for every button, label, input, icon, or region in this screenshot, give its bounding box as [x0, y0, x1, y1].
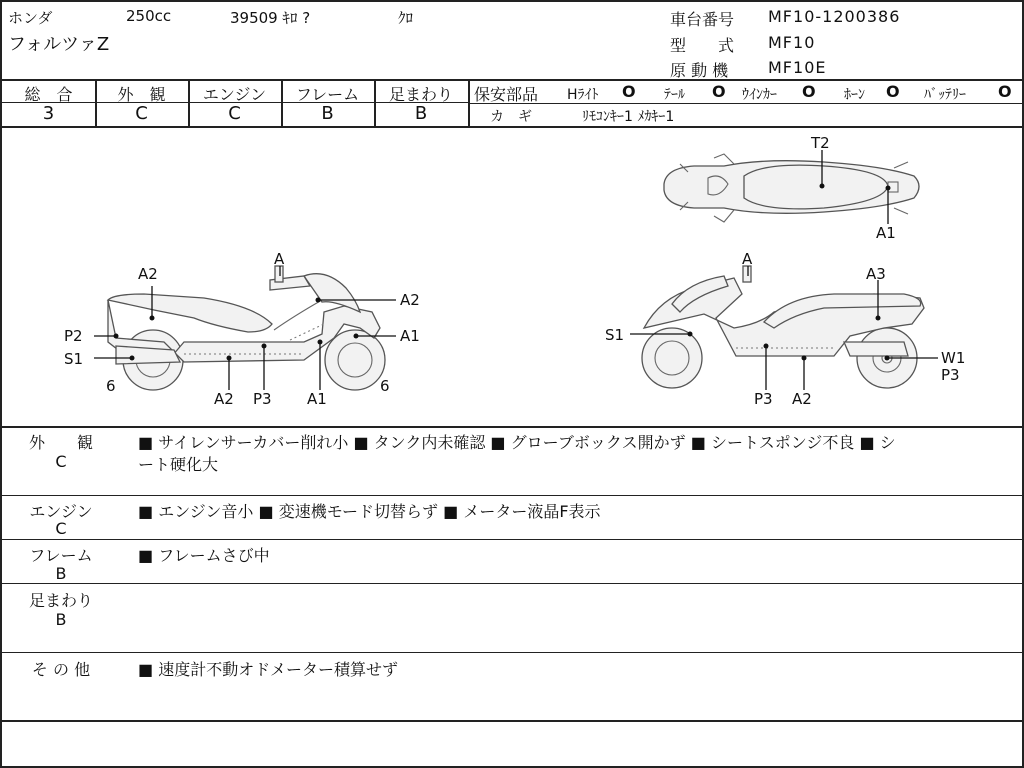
note-suspension-grade: B [55, 610, 67, 629]
note-exterior-grade: C [55, 452, 67, 471]
key-value: ﾘﾓｺﾝｷｰ1 ﾒｶｷｰ1 [582, 109, 675, 125]
engine-value: MF10E [768, 58, 827, 77]
safety-headlight-mark: O [622, 82, 636, 101]
divider [2, 495, 1022, 496]
scooter-left-side [108, 266, 385, 390]
engine-label: 原 動 機 [670, 61, 729, 80]
right-label-w1: W1 [941, 349, 966, 367]
note-exterior-text: ■ サイレンサーカバー削れ小 ■ タンク内未確認 ■ グローブボックス開かず ■ シートスポンジ不良 ■ シ [138, 433, 896, 452]
body-color: ｸﾛ [398, 9, 414, 27]
grade-overall-value: 3 [42, 103, 55, 124]
divider [2, 426, 1022, 428]
type-label: 型 式 [670, 36, 735, 55]
right-label-a: A [742, 250, 753, 268]
left-label-6-rear: 6 [106, 377, 116, 395]
grade-exterior-label: 外 観 [117, 85, 166, 104]
damage-diagram [4, 128, 1024, 426]
right-label-a2-bottom: A2 [792, 390, 812, 408]
scooter-top-view [664, 154, 919, 222]
divider [2, 583, 1022, 584]
safety-horn-label: ﾎｰﾝ [844, 87, 865, 103]
safety-headlight-label: Hﾗｲﾄ [567, 87, 599, 103]
safety-title: 保安部品 [474, 85, 539, 104]
right-label-p3-right: P3 [941, 366, 960, 384]
note-exterior-label: 外 観 [28, 433, 93, 452]
note-frame-grade: B [55, 564, 67, 583]
grade-exterior-value: C [135, 103, 148, 124]
note-engine-grade: C [55, 519, 67, 538]
right-label-a3: A3 [866, 265, 886, 283]
frame-no-label: 車台番号 [670, 10, 735, 29]
left-label-6-front: 6 [380, 377, 390, 395]
safety-tail-label: ﾃｰﾙ [664, 87, 685, 103]
left-label-a1-bottom: A1 [307, 390, 327, 408]
left-label-a1-right: A1 [400, 327, 420, 345]
grade-overall-label: 総 合 [24, 85, 73, 104]
top-label-t2: T2 [811, 134, 830, 152]
safety-horn-mark: O [886, 82, 900, 101]
grade-engine-value: C [228, 103, 241, 124]
model-name: フォルツァZ [8, 34, 110, 55]
note-other-label: そ の 他 [31, 660, 91, 679]
type-value: MF10 [768, 33, 816, 52]
safety-battery-label: ﾊﾞｯﾃﾘｰ [924, 87, 966, 103]
note-other-text: ■ 速度計不動オドメーター積算せず [138, 660, 399, 679]
grade-frame-value: B [321, 103, 334, 124]
left-label-s1: S1 [64, 350, 84, 368]
divider [2, 720, 1022, 722]
right-label-p3-bottom: P3 [754, 390, 773, 408]
right-label-s1: S1 [605, 326, 625, 344]
left-label-p3: P3 [253, 390, 272, 408]
left-label-a: A [274, 250, 285, 268]
top-label-a1: A1 [876, 224, 896, 242]
grade-engine-label: エンジン [202, 85, 267, 104]
note-frame-label: フレーム [29, 546, 93, 565]
key-label: カ ギ [490, 109, 532, 125]
maker-name: ホンダ [8, 9, 53, 27]
grade-frame-label: フレーム [295, 85, 360, 104]
left-label-a2-right: A2 [400, 291, 420, 309]
safety-winker-mark: O [802, 82, 816, 101]
frame-no-value: MF10-1200386 [768, 7, 901, 26]
left-label-p2: P2 [64, 327, 83, 345]
grade-suspension-label: 足まわり [388, 85, 453, 104]
divider [2, 652, 1022, 653]
displacement: 250cc [126, 7, 172, 25]
left-label-a2-top: A2 [138, 265, 158, 283]
safety-battery-mark: O [998, 82, 1012, 101]
left-label-a2-bottom: A2 [214, 390, 234, 408]
divider [2, 539, 1022, 540]
grade-suspension-value: B [414, 103, 428, 124]
scooter-right-side [642, 266, 924, 388]
note-exterior-text-cont: ート硬化大 [138, 455, 219, 474]
note-frame-text: ■ フレームさび中 [138, 546, 270, 565]
note-suspension-label: 足まわり [28, 591, 93, 610]
note-engine-text: ■ エンジン音小 ■ 変速機モード切替らず ■ メーター液晶F表示 [138, 502, 601, 521]
note-engine-label: エンジン [29, 502, 93, 521]
divider [2, 79, 1022, 81]
safety-winker-label: ｳｲﾝｶｰ [742, 87, 777, 103]
divider [468, 79, 470, 126]
mileage: 39509 ｷﾛ ? [230, 9, 311, 27]
safety-tail-mark: O [712, 82, 726, 101]
